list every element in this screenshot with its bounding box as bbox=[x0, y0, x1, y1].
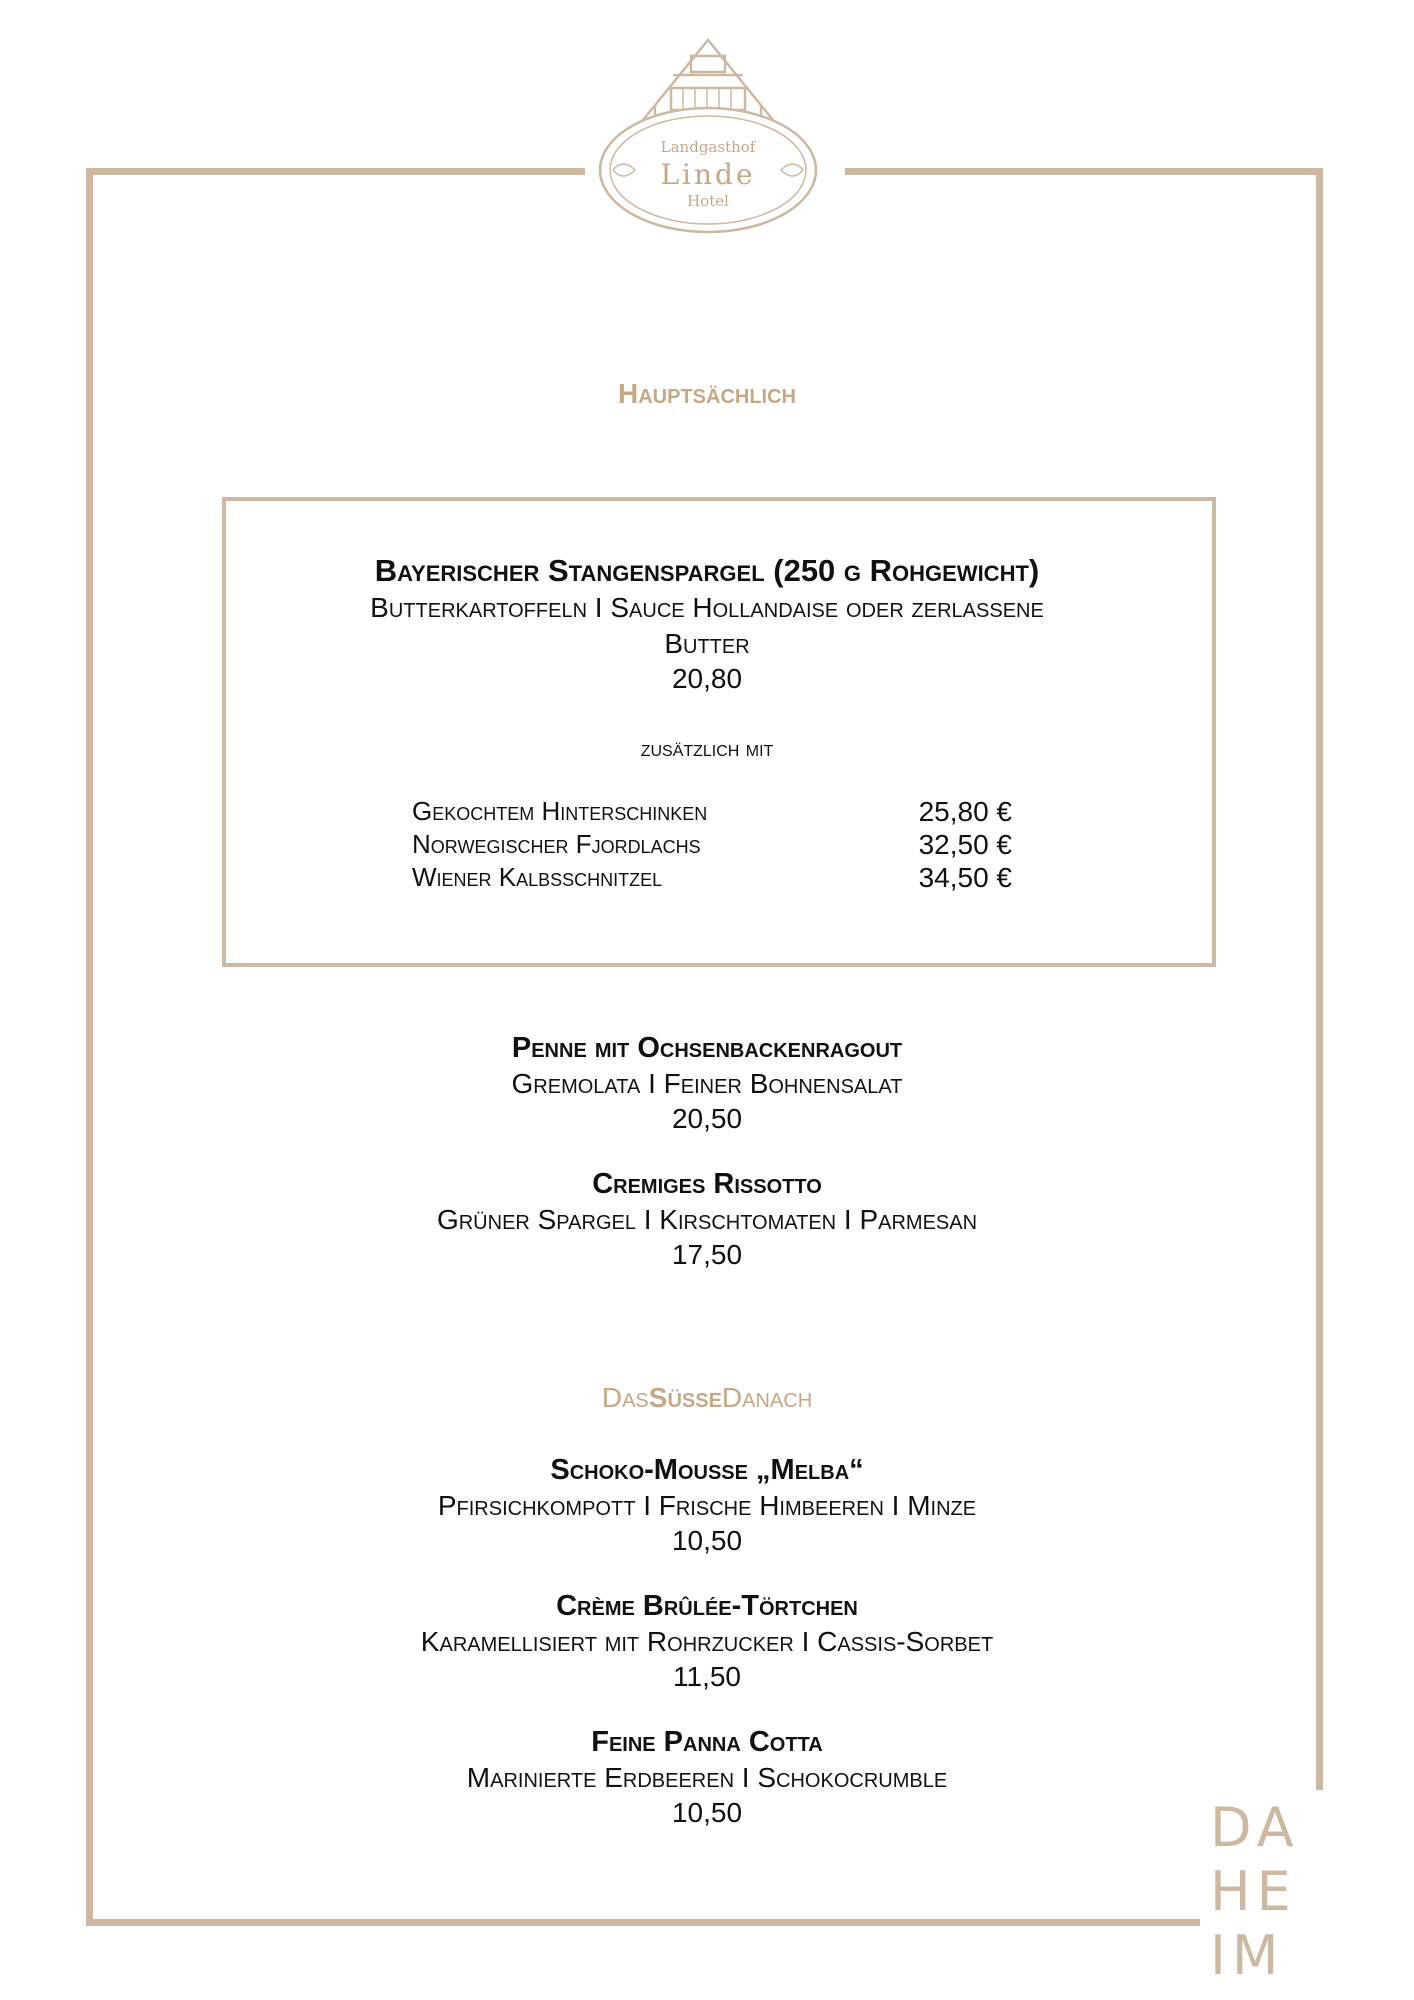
menu-item bbox=[0, 1166, 1414, 1272]
extra-price: 34,50 € bbox=[918, 862, 1012, 893]
dessert-title-part: Danach bbox=[721, 1382, 813, 1413]
dish-price: 17,50 bbox=[671, 1239, 743, 1270]
extra-row bbox=[412, 861, 1012, 894]
dish-price: 10,50 bbox=[671, 1525, 743, 1556]
extra-label: zusätzlich mit bbox=[640, 735, 774, 761]
dish-desc: Gremolata I Feiner Bohnensalat bbox=[511, 1068, 903, 1099]
dish-name: Feine Panna Cotta bbox=[591, 1726, 823, 1758]
logo-line-landgasthof: Landgasthof bbox=[660, 138, 756, 156]
dish-desc: Grüner Spargel I Kirschtomaten I Parmesan bbox=[436, 1204, 978, 1235]
feature-desc-line2: Butter bbox=[664, 628, 750, 659]
dish-price: 11,50 bbox=[673, 1661, 741, 1692]
menu-item bbox=[0, 1030, 1414, 1136]
extra-row bbox=[412, 795, 1012, 828]
menu-item bbox=[0, 1588, 1414, 1694]
dish-desc: Pfirsichkompott I Frische Himbeeren I Minze bbox=[437, 1490, 977, 1521]
watermark-line: HE bbox=[1210, 1860, 1297, 1923]
section-title-main: Hauptsächlich bbox=[618, 378, 796, 409]
extras-list bbox=[412, 795, 1012, 894]
extra-row bbox=[412, 828, 1012, 861]
extra-name: Gekochtem Hinterschinken bbox=[412, 796, 708, 826]
dessert-title-part: Das bbox=[601, 1382, 649, 1413]
feature-desc-line1: Butterkartoffeln I Sauce Hollandaise oder zerlassene bbox=[370, 592, 1044, 623]
menu-item bbox=[0, 1452, 1414, 1558]
extra-price: 25,80 € bbox=[918, 796, 1012, 827]
dish-name: Schoko-Mousse „Melba“ bbox=[550, 1454, 864, 1486]
landgasthof-linde-logo bbox=[583, 30, 833, 240]
dish-name: Cremiges Rissotto bbox=[592, 1168, 822, 1200]
dish-desc: Karamellisiert mit Rohrzucker I Cassis-Sorbet bbox=[420, 1626, 994, 1657]
section-title-dessert bbox=[0, 1382, 1414, 1414]
dessert-title-part: Süße bbox=[648, 1382, 722, 1413]
feature-item bbox=[0, 552, 1414, 696]
extra-name: Norwegischer Fjordlachs bbox=[412, 829, 701, 859]
logo-line-linde: Linde bbox=[660, 158, 756, 191]
dish-desc: Marinierte Erdbeeren I Schokocrumble bbox=[466, 1762, 948, 1793]
extra-name: Wiener Kalbsschnitzel bbox=[412, 862, 663, 892]
extra-price: 32,50 € bbox=[918, 829, 1012, 860]
dish-price: 20,50 bbox=[671, 1103, 743, 1134]
feature-price: 20,80 bbox=[671, 663, 743, 694]
feature-name: Bayerischer Stangenspargel (250 g Rohgewicht) bbox=[374, 553, 1040, 588]
watermark-line: DA bbox=[1210, 1796, 1300, 1859]
dish-name: Crème Brûlée-Törtchen bbox=[556, 1590, 858, 1622]
logo-line-hotel: Hotel bbox=[687, 192, 729, 210]
watermark-line: IM bbox=[1210, 1924, 1285, 1987]
dish-name: Penne mit Ochsenbackenragout bbox=[511, 1032, 903, 1064]
dish-price: 10,50 bbox=[671, 1797, 743, 1828]
daheim-watermark bbox=[1210, 1796, 1300, 1988]
